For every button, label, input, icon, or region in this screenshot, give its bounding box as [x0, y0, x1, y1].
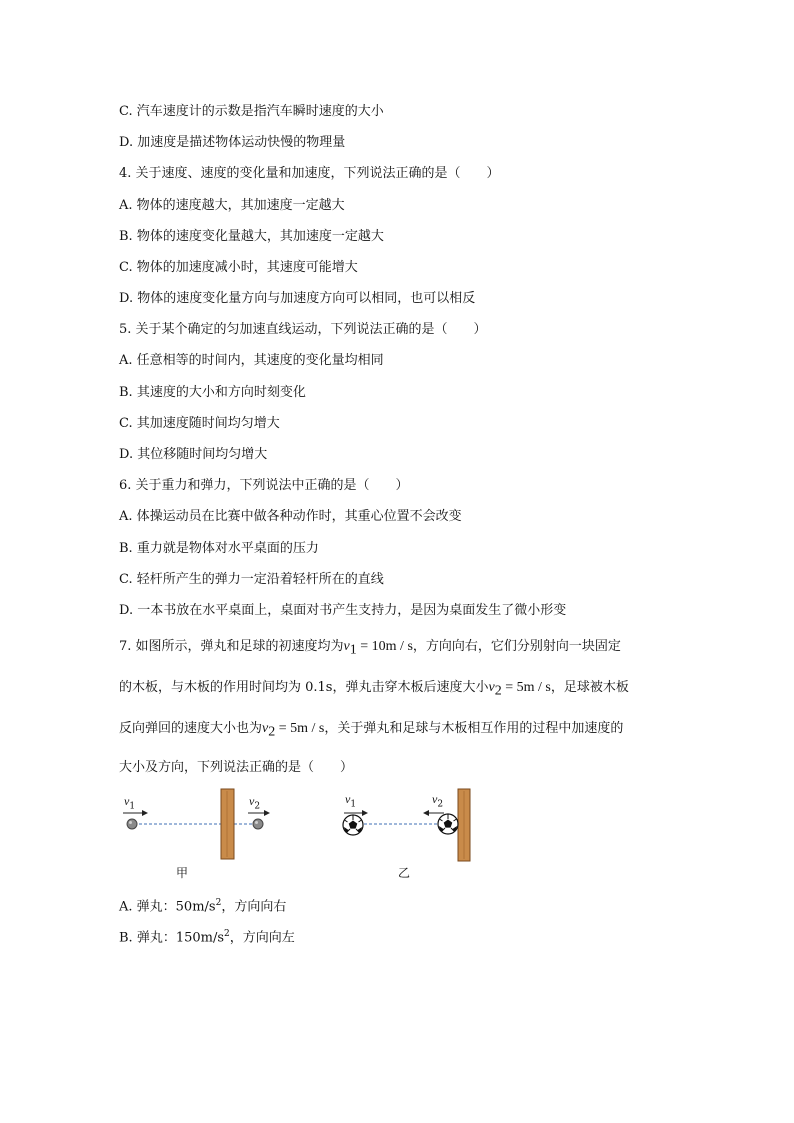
question-4-option-d: D. 物体的速度变化量方向与加速度方向可以相同，也可以相反 [119, 291, 476, 306]
arrowhead-icon [142, 810, 148, 816]
arrowhead-icon [264, 810, 270, 816]
figure-label-yi: 乙 [398, 866, 411, 880]
option-d-acceleration: D. 加速度是描述物体运动快慢的物理量 [119, 135, 346, 150]
figure-v2-label: $v_2$ [249, 794, 261, 812]
arrowhead-icon [362, 810, 368, 816]
question-6: 6. 关于重力和弹力，下列说法中正确的是（ ） [119, 478, 409, 493]
question-7-figure [118, 783, 518, 883]
question-6-option-a: A. 体操运动员在比赛中做各种动作时，其重心位置不会改变 [119, 509, 462, 524]
question-4-option-b: B. 物体的速度变化量越大，其加速度一定越大 [119, 229, 384, 244]
question-5-option-c: C. 其加速度随时间均匀增大 [119, 416, 280, 431]
question-6-option-c: C. 轻杆所产生的弹力一定沿着轻杆所在的直线 [119, 572, 384, 587]
question-7-option-a: A. 弹丸：$50m/s^2$，方向向右 [119, 898, 287, 915]
question-4-option-a: A. 物体的速度越大，其加速度一定越大 [119, 198, 345, 213]
option-c-speedometer: C. 汽车速度计的示数是指汽车瞬时速度的大小 [119, 104, 384, 119]
football-icon [343, 815, 363, 835]
question-6-option-b: B. 重力就是物体对水平桌面的压力 [119, 541, 319, 556]
figure-v1-label: $v_1$ [124, 794, 136, 812]
pellet-highlight [129, 821, 132, 824]
question-7-line-2: 的木板，与木板的作用时间均为 0.1s，弹丸击穿木板后速度大小$v_2 = 5m / s$，足球被木板 [119, 680, 629, 699]
figure-jia-pellet [123, 789, 270, 859]
figure-label-jia: 甲 [176, 866, 189, 880]
arrowhead-icon [423, 810, 429, 816]
pellet-ball-icon [253, 819, 263, 829]
question-7-option-b: B. 弹丸：$150m/s^2$，方向向左 [119, 929, 295, 946]
pellet-ball-icon [127, 819, 137, 829]
figure-v1-label: $v_1$ [345, 792, 357, 810]
question-7-line-1: 7. 如图所示，弹丸和足球的初速度均为$v_1 = 10m / s$，方向向右，它们分别射向一块固定 [119, 639, 621, 658]
question-5: 5. 关于某个确定的匀加速直线运动，下列说法正确的是（ ） [119, 322, 487, 337]
question-6-option-d: D. 一本书放在水平桌面上，桌面对书产生支持力，是因为桌面发生了微小形变 [119, 603, 567, 618]
question-7-line-4: 大小及方向，下列说法正确的是（ ） [119, 760, 354, 775]
question-4: 4. 关于速度、速度的变化量和加速度，下列说法正确的是（ ） [119, 166, 500, 181]
pellet-highlight [255, 821, 258, 824]
question-7-line-3: 反向弹回的速度大小也为$v_2 = 5m / s$，关于弹丸和足球与木板相互作用的过程中加速度的 [119, 721, 624, 740]
football-icon [438, 814, 458, 834]
question-5-option-d: D. 其位移随时间均匀增大 [119, 447, 268, 462]
question-5-option-b: B. 其速度的大小和方向时刻变化 [119, 385, 306, 400]
question-4-option-c: C. 物体的加速度减小时，其速度可能增大 [119, 260, 358, 275]
wooden-board [221, 789, 234, 859]
figure-v2-label: $v_2$ [432, 792, 444, 810]
figure-yi-football [343, 789, 470, 861]
question-5-option-a: A. 任意相等的时间内，其速度的变化量均相同 [119, 353, 384, 368]
